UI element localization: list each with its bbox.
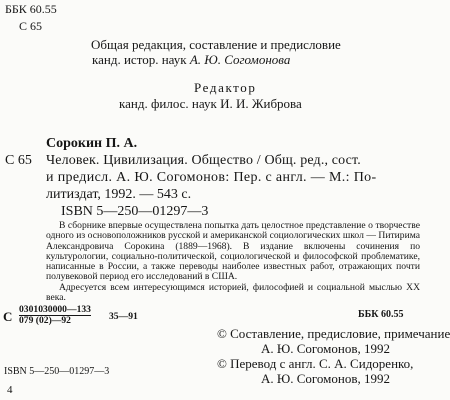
author-mark-top: С 65 [19,19,43,33]
bbk-index-top: ББК 60.55 [5,2,57,16]
editor-name: А. Ю. Согомонова [189,52,291,67]
copyright-line-2: А. Ю. Согомонов, 1992 [261,341,391,356]
annotation-paragraph-1: В сборнике впервые осуществлена попытка дать целостное представление о творчестве одного из основоположников русской и американской социологических школ — Питирима Александровича Сорокина (1889—1968). В издание включены сочинения по культурологии, социально-политической, социологической и философской проблематике, написанные в России, а также переводы наиболее известных работ, отражающих почти полувековой период его исследований в США. [46,220,420,283]
catalog-title-line-1: Человек. Цивилизация. Общество / Общ. ред., сост. [46,153,361,168]
catalog-title-line-2: и предисл. А. Ю. Согомонов: Пер. с англ. — М.: По- [46,170,377,185]
catalog-isbn: ISBN 5—250—01297—3 [61,204,209,219]
editor-line: канд. филос. наук И. И. Жиброва [119,96,302,111]
editorial-credit-line: Общая редакция, составление и предисловие [91,37,341,52]
formula-letter: С [3,309,13,324]
formula-denominator: 079 (02)—92 [19,315,71,326]
editorial-credit-name-line: канд. истор. наук А. Ю. Согомонова [92,52,291,67]
bbk-index-bottom: ББК 60.55 [358,309,404,320]
annotation-paragraph-2: Адресуется всем интересующимся историей, философией и социальной мыслью XX века. [46,282,420,304]
catalog-author: Сорокин П. А. [46,136,138,151]
footer-isbn: ISBN 5—250—01297—3 [4,366,110,377]
catalog-title-line-3: литиздат, 1992. — 543 с. [46,187,192,202]
copyright-line-1: © Составление, предисловие, примечание [217,326,450,341]
editor-heading: Редактор [194,80,257,95]
formula-numerator: 0301030000—133 [19,304,91,315]
catalog-code: С 65 [5,153,32,168]
copyright-line-3: © Перевод с англ. С. А. Сидоренко, [217,356,414,371]
page-number: 4 [7,384,13,396]
formula-suffix: 35—91 [109,311,138,322]
copyright-line-4: А. Ю. Согомонов, 1992 [261,371,391,386]
